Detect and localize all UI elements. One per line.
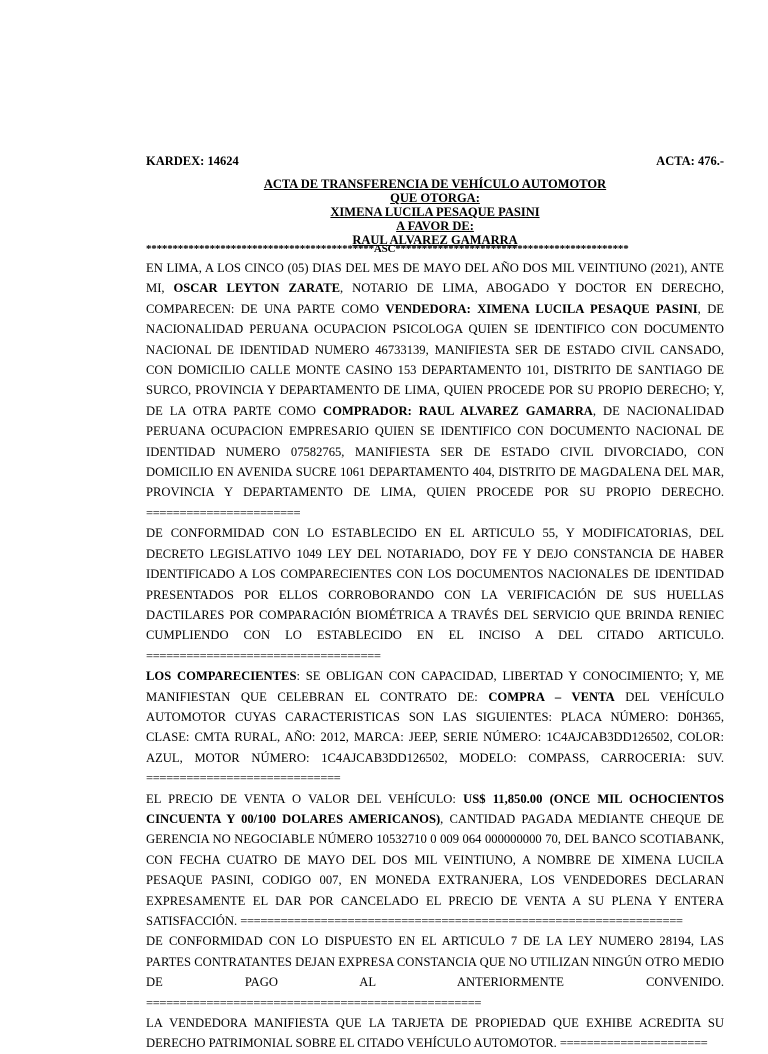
text-segment: , CANTIDAD PAGADA MEDIANTE CHEQUE DE GERENCIA NO NEGOCIABLE NÚMERO 10532710 0 009 064 000000000 70, DEL BANCO SCOTIABANK, CON FECHA CUATRO DE MAYO DEL DOS MIL VEINTIUNO, A NOMBRE DE XIMENA LUCILA PESAQUE PASINI, CODIGO 007, EN MONEDA EXTRANJERA, LOS VENDEDORES DECLARAN EXPRESAMENTE EL DAR POR CANCELADO EL PRECIO DE VENTA A SU PLENA Y ENTERA SATISFACCIÓN. [146, 811, 724, 928]
equals-filler: ====================== [559, 1036, 708, 1051]
text-segment: EN LIMA, A LOS CINCO (05) DIAS DEL MES DE MAYO DEL AÑO DOS MIL VEINTIUNO (2021), ANTE MI, [146, 261, 724, 296]
asterisk-separator: *******************************************ASC******************************************** [146, 243, 629, 255]
text-segment: LA VENDEDORA MANIFIESTA QUE LA TARJETA DE PROPIEDAD QUE EXHIBE ACREDITA SU DERECHO PATRIMONIAL SOBRE EL CITADO VEHÍCULO AUTOMOTOR. [146, 1016, 724, 1051]
paragraph-ley-28194 [146, 931, 724, 1013]
title-line-5: RAUL ALVAREZ GAMARRA [352, 233, 518, 247]
notary-name: OSCAR LEYTON ZARATE [173, 281, 341, 296]
title-line-4: A FAVOR DE: [396, 219, 474, 233]
seller-label: VENDEDORA: XIMENA LUCILA PESAQUE PASINI [385, 301, 698, 316]
equals-filler: =================================== [146, 648, 381, 663]
paragraph-comparecen [146, 258, 724, 523]
title-line-2: QUE OTORGA: [390, 191, 480, 205]
text-segment: , DE NACIONALIDAD PERUANA OCUPACION EMPRESARIO QUIEN SE IDENTIFICO CON DOCUMENTO NACIONAL DE IDENTIDAD NUMERO 07582765, MANIFIESTA SER DE ESTADO CIVIL DIVORCIADO, CON DOMICILIO EN AVENIDA SUCRE 1061 DEPARTAMENTO 404, DISTRITO DE MAGDALENA DEL MAR, PROVINCIA Y DEPARTAMENTO DE LIMA, QUIEN PROCEDE POR SU PROPIO DERECHO. [146, 403, 724, 500]
equals-filler: ================================================== [146, 995, 482, 1010]
equals-filler: ============================= [146, 771, 341, 786]
paragraph-comparecientes [146, 666, 724, 788]
text-segment: DEL VEHÍCULO AUTOMOTOR CUYAS CARACTERISTICAS SON LAS SIGUIENTES: PLACA NÚMERO: D0H365, CLASE: CMTA RURAL, AÑO: 2012, MARCA: JEEP, SERIE NÚMERO: 1C4AJCAB3DD126502, COLOR: AZUL, MOTOR NÚMERO: 1C4AJCAB3DD126502, MODELO: COMPASS, CARROCERIA: SUV. [146, 689, 724, 765]
acta-number: ACTA: 476.- [656, 154, 724, 168]
price-amount: US$ 11,850.00 (ONCE MIL OCHOCIENTOS CINCUENTA Y 00/100 DOLARES AMERICANOS) [146, 791, 725, 826]
document-body [146, 258, 724, 1054]
paragraph-precio [146, 789, 724, 932]
kardex-number: KARDEX: 14624 [146, 154, 239, 168]
paragraph-tarjeta-propiedad [146, 1013, 724, 1054]
equals-filler: ================================================================== [240, 914, 683, 928]
equals-filler: ======================= [146, 505, 301, 520]
text-segment: DE CONFORMIDAD CON LO DISPUESTO EN EL ARTICULO 7 DE LA LEY NUMERO 28194, LAS PARTES CONTRATANTES DEJAN EXPRESA CONSTANCIA QUE NO UTILIZAN NINGÚN OTRO MEDIO DE PAGO AL ANTERIORMENTE CONVENIDO. [146, 934, 724, 990]
title-line-3: XIMENA LUCILA PESAQUE PASINI [330, 205, 540, 219]
buyer-label: COMPRADOR: RAUL ALVAREZ GAMARRA [322, 403, 593, 418]
text-segment: EL PRECIO DE VENTA O VALOR DEL VEHÍCULO: [146, 791, 464, 806]
text-segment: , DE NACIONALIDAD PERUANA OCUPACION PSICOLOGA QUIEN SE IDENTIFICO CON DOCUMENTO NACIONAL DE IDENTIDAD NUMERO 46733139, MANIFIESTA SER DE ESTADO CIVIL CANSADO, CON DOMICILIO CALLE MONTE CASINO 153 DEPARTAMENTO 101, DISTRITO DE SANTIAGO DE SURCO, PROVINCIA Y DEPARTAMENTO DE LIMA, QUIEN PROCEDE POR SU PROPIO DERECHO; Y, DE LA OTRA PARTE COMO [146, 301, 724, 418]
comparecientes-label: LOS COMPARECIENTES [146, 669, 297, 684]
document-title [146, 177, 724, 247]
text-segment: DE CONFORMIDAD CON LO ESTABLECIDO EN EL ARTICULO 55, Y MODIFICATORIAS, DEL DECRETO LEGISLATIVO 1049 LEY DEL NOTARIADO, DOY FE Y DEJO CONSTANCIA DE HABER IDENTIFICADO A LOS COMPARECIENTES CON LOS DOCUMENTOS NACIONALES DE IDENTIDAD PRESENTADOS POR ELLOS CORROBORANDO CON LA VERIFICACIÓN DE SUS HUELLAS DACTILARES POR COMPARACIÓN BIOMÉTRICA A TRAVÉS DEL SERVICIO QUE BRINDA RENIEC CUMPLIENDO CON LO ESTABLECIDO EN EL INCISO A DEL CITADO ARTICULO. [146, 526, 724, 643]
text-segment: : SE OBLIGAN CON CAPACIDAD, LIBERTAD Y CONOCIMIENTO; Y, ME MANIFIESTAN QUE CELEBRAN EL CONTRATO DE: [146, 669, 724, 704]
text-segment: , NOTARIO DE LIMA, ABOGADO Y DOCTOR EN DERECHO, COMPARECEN: DE UNA PARTE COMO [146, 281, 724, 316]
compra-venta-label: COMPRA – VENTA [488, 689, 615, 704]
paragraph-conformidad-55 [146, 523, 724, 666]
title-line-1: ACTA DE TRANSFERENCIA DE VEHÍCULO AUTOMOTOR [263, 177, 607, 191]
